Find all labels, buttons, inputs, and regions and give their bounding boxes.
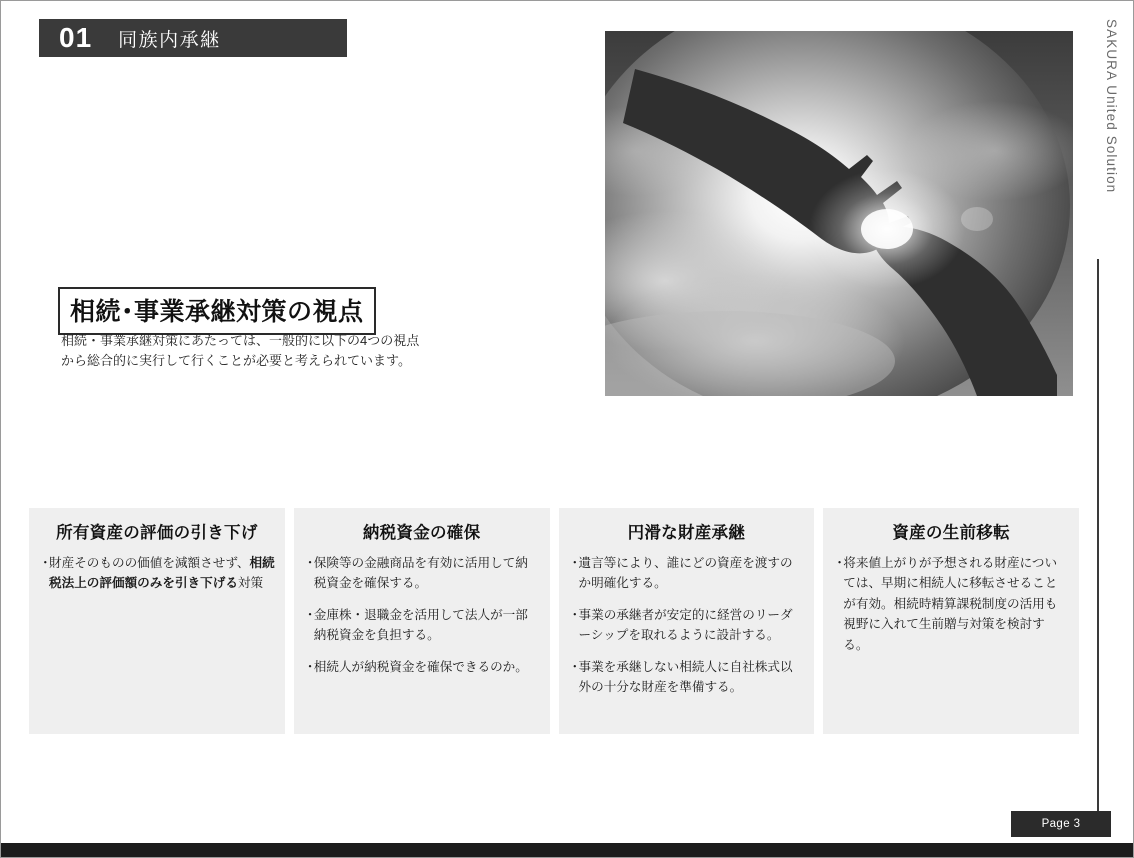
bullet-emphasis: 相続税法上の評価額のみを引き下げる	[49, 556, 275, 591]
handoff-photo	[605, 31, 1073, 396]
bullet-run: 相続人が納税資金を確保できるのか。	[313, 659, 528, 674]
bullet-marker-icon: ・	[303, 556, 317, 570]
bullet-item	[569, 553, 805, 594]
viewpoint-card-body	[29, 553, 285, 617]
viewpoint-card-title: 資産の生前移転	[892, 524, 1010, 542]
bullet-run: 保険等の金融商品を有効に活用して納税資金を確保する。	[313, 556, 528, 591]
viewpoint-card-group	[29, 508, 1079, 734]
bottom-bar	[1, 843, 1134, 857]
viewpoint-card-body	[559, 553, 815, 720]
bullet-item	[569, 657, 805, 698]
bullet-text	[843, 553, 1069, 655]
viewpoint-card	[294, 508, 550, 734]
bullet-run: 事業を承継しない相続人に自社株式以外の十分な財産を準備する。	[578, 659, 793, 694]
section-header	[39, 19, 347, 57]
viewpoint-card-title: 円滑な財産承継	[627, 524, 746, 542]
bullet-marker-icon: ・	[39, 556, 52, 570]
lead-line-1: 相続・事業承継対策にあたっては、一般的に以下の4つの視点	[61, 333, 420, 348]
viewpoint-card	[823, 508, 1079, 734]
bullet-run: 対策	[237, 576, 264, 591]
bullet-marker-icon: ・	[303, 607, 317, 622]
bullet-text	[314, 605, 540, 646]
vertical-divider	[1097, 259, 1099, 834]
bullet-text	[579, 553, 805, 594]
lead-line-2: から総合的に実行して行くことが必要と考えられています。	[61, 353, 411, 369]
viewpoint-card-body	[294, 553, 550, 700]
bullet-marker-icon: ・	[833, 556, 846, 570]
bullet-run: 将来値上がりが予想される財産については、早期に相続人に移転させることが有効。相続時精算課税制度の活用も視野に入れて生前贈与対策を検討する。	[843, 556, 1058, 652]
section-title: 同族内承継	[118, 29, 221, 51]
viewpoint-card	[559, 508, 815, 734]
brand-vertical-text: SAKURA United Solution	[1104, 19, 1119, 194]
viewpoint-card-title: 納税資金の確保	[362, 524, 481, 542]
bullet-text	[49, 553, 275, 594]
page-badge: Page 3	[1011, 811, 1111, 837]
headline-text: 相続･事業承継対策の視点	[70, 298, 364, 326]
bullet-item	[304, 657, 540, 677]
bullet-text	[314, 657, 540, 677]
bullet-marker-icon: ・	[568, 607, 582, 622]
bullet-run: 遺言等により、誰にどの資産を渡すのか明確化する。	[578, 556, 793, 591]
viewpoint-card-body	[823, 553, 1079, 678]
bullet-run: 金庫株・退職金を活用して法人が一部納税資金を負担する。	[313, 607, 528, 643]
viewpoint-card	[29, 508, 285, 734]
section-number: 01	[59, 22, 93, 53]
lead-paragraph	[61, 331, 511, 371]
bullet-text	[314, 553, 540, 594]
bullet-marker-icon: ・	[568, 659, 582, 674]
bullet-item	[833, 553, 1069, 655]
bullet-item	[304, 553, 540, 594]
bullet-run: 財産そのものの価値を減額させず、	[49, 556, 250, 570]
bullet-item	[39, 553, 275, 594]
bullet-marker-icon: ・	[568, 556, 582, 570]
headline-box	[58, 287, 376, 335]
bullet-marker-icon: ・	[303, 659, 317, 674]
bullet-run: 事業の承継者が安定的に経営のリーダーシップを取れるように設計する。	[578, 607, 793, 643]
viewpoint-card-title: 所有資産の評価の引き下げ	[56, 524, 258, 542]
bullet-item	[304, 605, 540, 646]
bullet-text	[579, 605, 805, 646]
bullet-text	[579, 657, 805, 698]
bullet-item	[569, 605, 805, 646]
